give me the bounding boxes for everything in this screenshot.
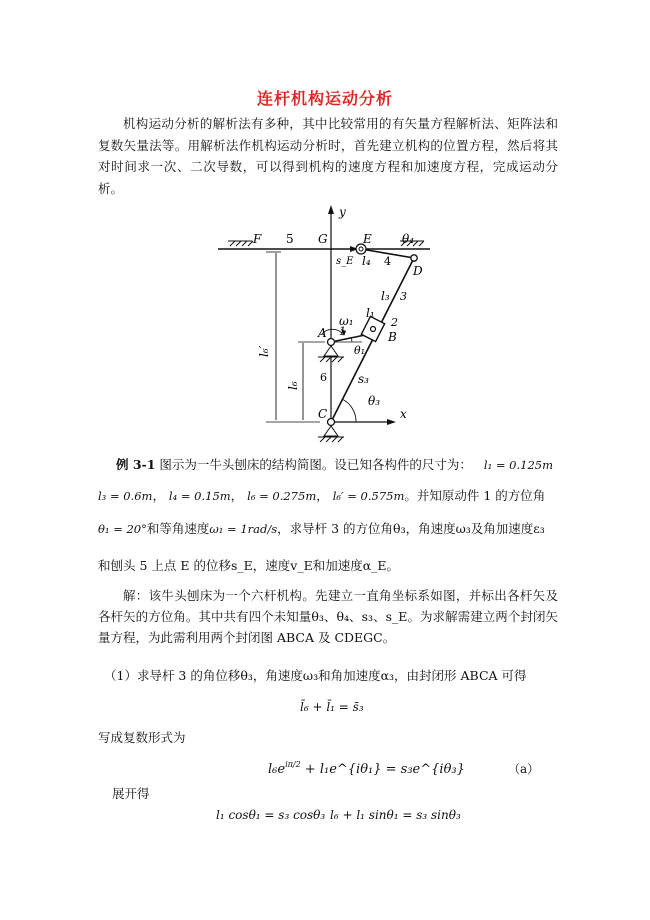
label-theta1: θ₁	[354, 344, 366, 357]
label-l6: l₆	[286, 381, 300, 390]
example-l6: l₆ = 0.275m	[247, 489, 317, 503]
label-six: 6	[320, 371, 327, 384]
label-e: E	[363, 232, 372, 246]
equation-2-label: （a）	[508, 762, 540, 776]
example-l3: l₃ = 0.6m	[98, 489, 153, 503]
example-line-3	[98, 519, 568, 539]
ground-hatch-left	[228, 241, 253, 246]
x-axis-arrow	[387, 419, 396, 425]
example-line2-tail: 。并知原动件 1 的方位角	[404, 488, 546, 503]
label-three: 3	[400, 290, 407, 303]
example-line-1	[116, 455, 586, 475]
example-line3-d: ，求导杆 3 的方位角θ₃，角速度ω₃及角加速度ε₃	[277, 521, 545, 536]
complex-form-line: 写成复数形式为	[98, 730, 186, 745]
example-text-1: 图示为一牛头刨床的结构简图。设已知各构件的尺寸为：	[159, 457, 472, 472]
equation-2	[268, 760, 465, 777]
label-s3: s₃	[358, 372, 369, 386]
label-b: B	[388, 330, 397, 344]
label-omega1: ω₁	[339, 314, 354, 328]
equation-3-left: l₁ cosθ₁ = s₃ cosθ₃	[216, 808, 326, 822]
equation-2-exp: iπ/2	[285, 760, 301, 769]
label-f: F	[253, 232, 262, 246]
example-line3-b: 和等角速度	[146, 521, 210, 536]
equation-3-right: l₆ + l₁ sinθ₁ = s₃ sinθ₃	[330, 808, 461, 822]
label-one: 1	[339, 325, 346, 338]
equation-2-lhs: l₆e	[268, 762, 286, 777]
label-x: x	[400, 407, 407, 421]
example-theta1: θ₁ = 20°	[98, 522, 147, 536]
expand-line: 展开得	[112, 786, 150, 801]
label-l1: l₁	[366, 306, 375, 320]
example-l4: l₄ = 0.15m	[168, 489, 231, 503]
equation-2-rest: + l₁e^{iθ₁} = s₃e^{iθ₃}	[300, 762, 465, 777]
joint-c	[328, 419, 335, 426]
label-five: 5	[286, 232, 294, 246]
y-axis-arrow	[328, 205, 334, 214]
page-title: 连杆机构运动分析	[256, 89, 393, 108]
intro-paragraph: 机构运动分析的解析法有多种，其中比较常用的有矢量方程解析法、矩阵法和复数矢量法等。用解析法作机构运动分析时，首先建立机构的位置方程，然后将其对时间求一次、二次导数，可以得到机构的速度方程和加速度方程，完成运动分析。	[98, 116, 558, 196]
theta3-arc	[342, 399, 356, 422]
joint-e-inner	[359, 247, 363, 251]
label-l4: l₄	[362, 254, 371, 268]
equation-1: l̄₆ + l̄₁ = s̄₃	[300, 700, 364, 714]
label-l3: l₃	[381, 289, 390, 303]
label-two: 2	[391, 316, 398, 329]
example-label: 例 3-1	[116, 457, 156, 472]
label-c: C	[318, 407, 328, 421]
label-se: s_E	[336, 256, 354, 267]
joint-d	[411, 255, 417, 261]
label-theta3: θ₃	[368, 394, 381, 408]
label-y: y	[339, 205, 346, 219]
label-g: G	[318, 232, 328, 246]
label-theta4: θ₄	[402, 232, 415, 246]
ground-support-c	[318, 426, 344, 442]
example-l1: l₁ = 0.125m	[483, 458, 553, 472]
label-d: D	[413, 264, 423, 278]
label-l6p: l₆′	[257, 345, 271, 357]
example-l6p: l₆′ = 0.575m	[332, 489, 405, 503]
example-line-2: l₃ = 0.6m， l₄ = 0.15m， l₆ = 0.275m， l₆′ = 0.575m。并知原动件 1 的方位角	[98, 488, 546, 503]
label-a: A	[318, 326, 327, 340]
joint-a	[328, 339, 335, 346]
example-line-4: 和刨头 5 上点 E 的位移s_E，速度v_E和加速度α_E。	[98, 558, 400, 573]
example-omega1: ω₁ = 1rad/s	[209, 522, 278, 536]
joint-b	[371, 327, 376, 332]
solution-paragraph: 解：该牛头刨床为一个六杆机构。先建立一直角坐标系如图，并标出各杆矢及各杆矢的方位角。其中共有四个未知量θ₃、θ₄、s₃、s_E。为求解需建立两个封闭矢量方程，为此需利用两个封闭图 ABCA 及 CDEGC。	[98, 588, 558, 645]
step1-line: （1）求导杆 3 的角位移θ₃，角速度ω₃和角加速度α₃，由封闭形 ABCA 可得	[104, 668, 527, 683]
label-four: 4	[384, 255, 391, 268]
